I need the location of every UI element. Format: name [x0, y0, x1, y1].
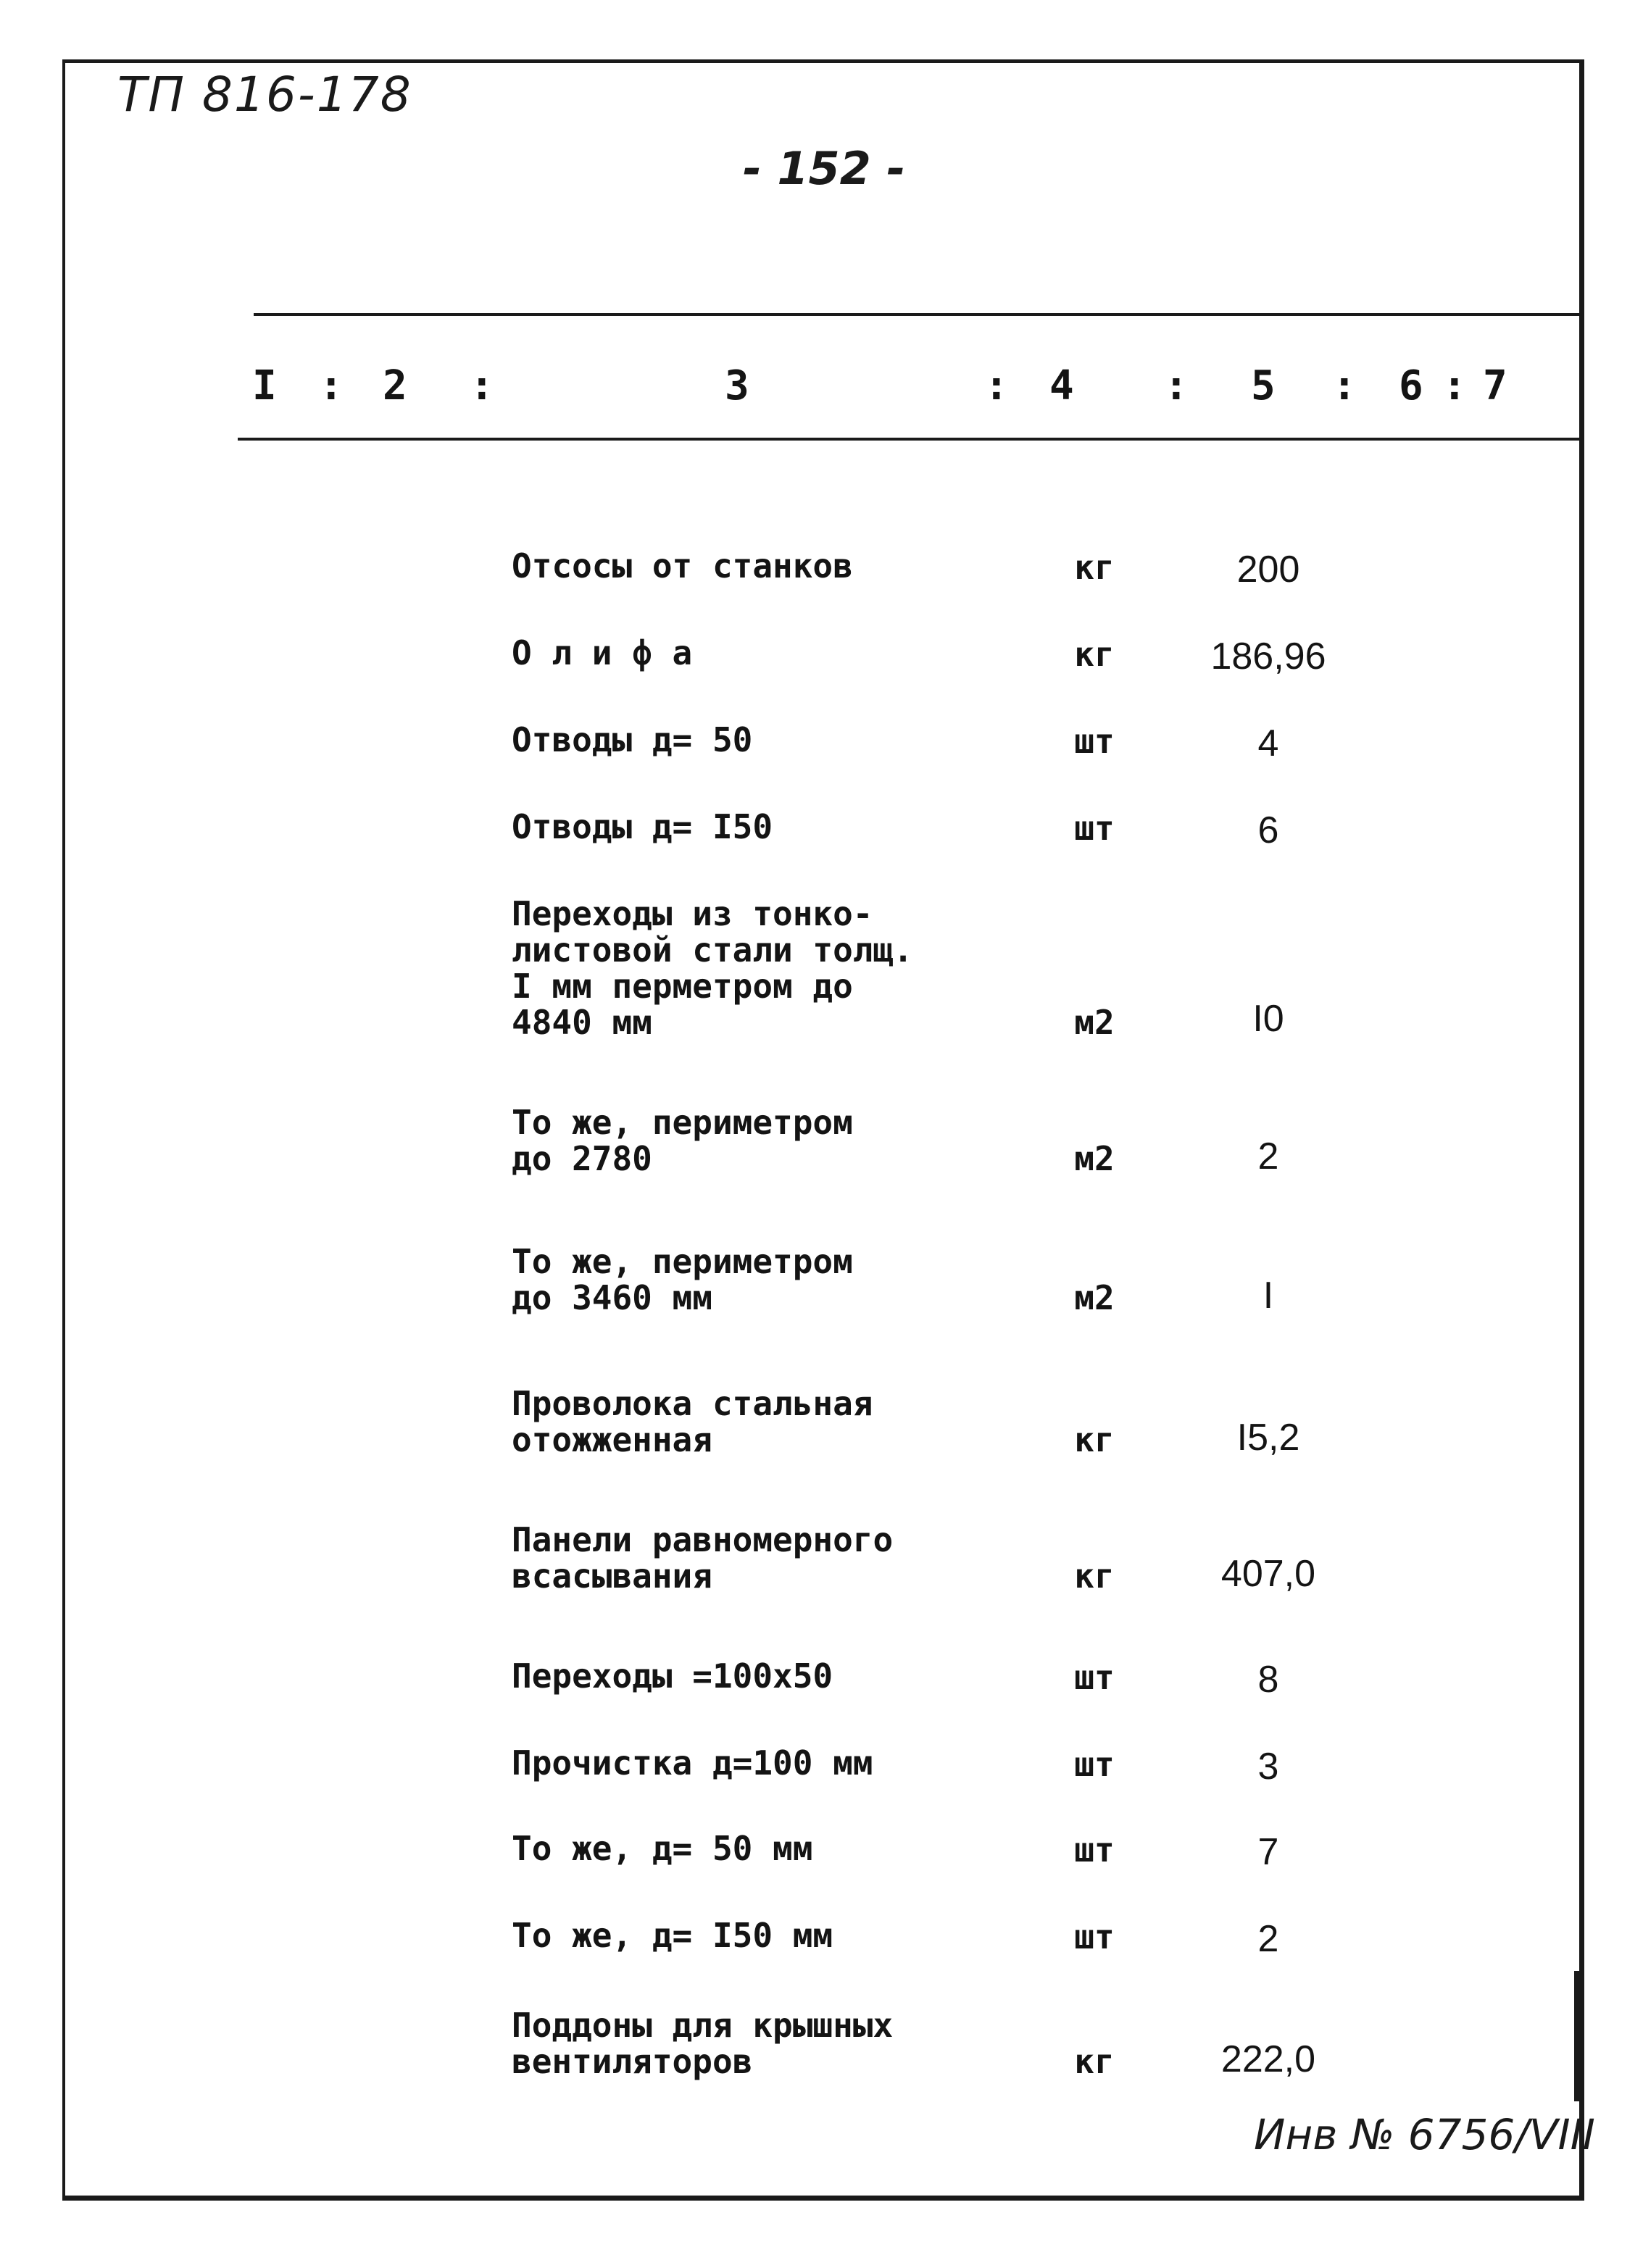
item-quantity: 7	[1257, 1831, 1279, 1873]
item-unit: м2	[1074, 1003, 1115, 1042]
item-name: Переходы =100x50	[512, 1656, 833, 1696]
item-name: Отводы д= I50	[512, 807, 773, 846]
header-rule-top	[254, 313, 1580, 316]
item-unit: м2	[1074, 1139, 1115, 1178]
margin-mark	[1574, 1971, 1580, 2101]
item-unit: кг	[1074, 1420, 1115, 1459]
item-quantity: 8	[1257, 1659, 1279, 1701]
item-unit: м2	[1074, 1278, 1115, 1317]
item-name: Отводы д= 50	[512, 720, 753, 759]
item-name: Отсосы от станков	[512, 546, 853, 585]
item-unit: шт	[1074, 809, 1115, 848]
item-name: Поддоны для крышных вентиляторов	[512, 2006, 894, 2081]
item-quantity: 222,0	[1220, 2038, 1316, 2080]
item-quantity: I5,2	[1236, 1417, 1300, 1459]
item-quantity: 2	[1257, 1135, 1279, 1177]
item-name: Прочистка д=100 мм	[512, 1743, 873, 1783]
column-separator: :	[1442, 362, 1467, 409]
column-header-5: 5	[1251, 362, 1276, 409]
item-name: То же, д= I50 мм	[512, 1916, 833, 1955]
page-number: - 152 -	[743, 142, 906, 195]
column-separator: :	[470, 362, 494, 409]
item-name: Проволока стальная отожженная	[512, 1384, 873, 1459]
column-header-4: 4	[1049, 362, 1074, 409]
item-quantity: I	[1263, 1275, 1274, 1317]
item-unit: кг	[1074, 1556, 1115, 1596]
column-header-3: 3	[725, 362, 749, 409]
column-header-6: 6	[1399, 362, 1423, 409]
item-quantity: 3	[1257, 1746, 1279, 1788]
item-unit: шт	[1074, 1917, 1115, 1956]
column-header-2: 2	[383, 362, 407, 409]
item-quantity: 186,96	[1210, 635, 1326, 678]
item-quantity: 4	[1257, 722, 1279, 764]
item-quantity: I0	[1252, 998, 1284, 1040]
item-name: Панели равномерного всасывания	[512, 1520, 894, 1596]
item-quantity: 6	[1257, 809, 1279, 851]
item-name: Переходы из тонко- листовой стали толщ. I мм перметром до 4840 мм	[512, 894, 913, 1042]
item-unit: шт	[1074, 1745, 1115, 1784]
column-separator: :	[1164, 362, 1189, 409]
column-separator: :	[1332, 362, 1357, 409]
item-name: То же, периметром до 2780	[512, 1103, 853, 1178]
item-name: О л и ф а	[512, 633, 693, 672]
column-header-1: I	[252, 362, 277, 409]
item-unit: шт	[1074, 1830, 1115, 1869]
item-unit: кг	[1074, 548, 1115, 587]
column-separator: :	[319, 362, 344, 409]
header-rule-bottom	[238, 438, 1580, 441]
item-name: То же, периметром до 3460 мм	[512, 1242, 853, 1317]
item-quantity: 407,0	[1220, 1553, 1316, 1595]
item-unit: кг	[1074, 635, 1115, 674]
item-quantity: 2	[1257, 1918, 1279, 1960]
item-name: То же, д= 50 мм	[512, 1829, 813, 1868]
item-unit: шт	[1074, 722, 1115, 761]
column-header-7: 7	[1483, 362, 1507, 409]
item-quantity: 200	[1236, 549, 1300, 591]
column-separator: :	[984, 362, 1009, 409]
inventory-number: Инв № 6756/VIII	[1254, 2110, 1595, 2159]
item-unit: шт	[1074, 1658, 1115, 1697]
item-unit: кг	[1074, 2042, 1115, 2081]
document-code: ТП 816-178	[117, 67, 412, 122]
column-header-row	[0, 362, 1643, 420]
